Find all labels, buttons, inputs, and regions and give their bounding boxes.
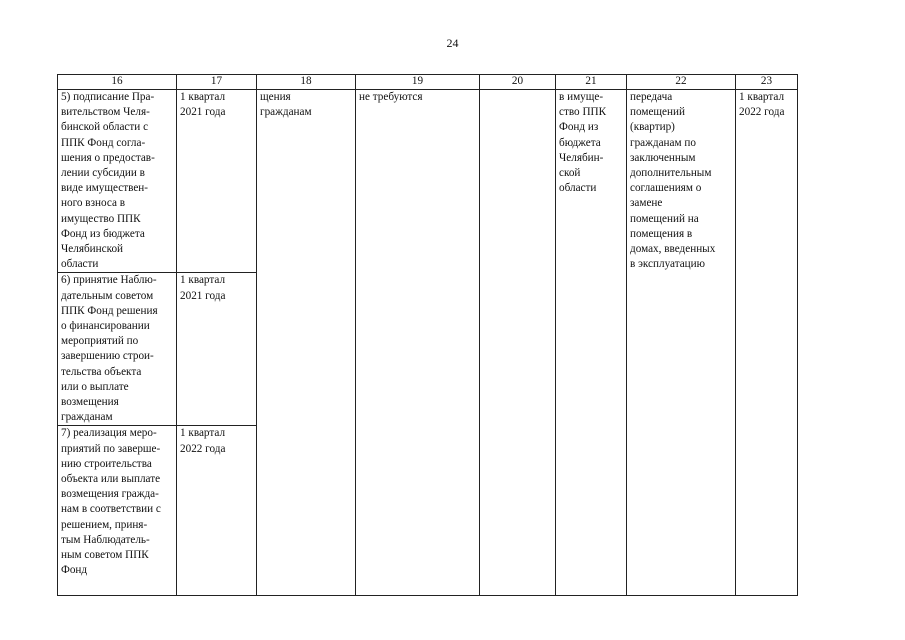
- column-number-row: [58, 75, 798, 90]
- col20-text: [480, 90, 556, 596]
- document-table: [57, 74, 798, 596]
- step-deadline: 1 квартал 2021 года: [177, 90, 257, 273]
- col-header-22: 22: [627, 75, 736, 90]
- col-header-16: 16: [58, 75, 177, 90]
- step-description: 6) принятие Наблю- дательным советом ППК Фонд решения о финансировании мероприятий по завершению строи- тельства объекта или о выплате возмещения гражданам: [58, 273, 177, 426]
- col23-text: 1 квартал 2022 года: [736, 90, 798, 596]
- table-row: [58, 90, 798, 273]
- step-deadline: 1 квартал 2021 года: [177, 273, 257, 426]
- col-header-21: 21: [556, 75, 627, 90]
- step-description: 7) реализация меро- приятий по заверше- нию строительства объекта или выплате возмещения гражда- нам в соответствии с решением, приня- тым Наблюдатель- ным советом ППК Фонд: [58, 426, 177, 596]
- step-deadline: 1 квартал 2022 года: [177, 426, 257, 596]
- col18-text: щения гражданам: [257, 90, 356, 596]
- col-header-17: 17: [177, 75, 257, 90]
- col-header-20: 20: [480, 75, 556, 90]
- step-description: 5) подписание Пра- вительством Челя- бинской области с ППК Фонд согла- шения о предостав- лении субсидии в виде имуществен- ного взноса в имущество ППК Фонд из бюджета Челябинской области: [58, 90, 177, 273]
- col21-text: в имуще- ство ППК Фонд из бюджета Челябин- ской области: [556, 90, 627, 596]
- col22-text: передача помещений (квартир) гражданам по заключенным дополнительным соглашениям о замене помещений на помещения в домах, введенных в эксплуатацию: [627, 90, 736, 596]
- col-header-23: 23: [736, 75, 798, 90]
- col-header-18: 18: [257, 75, 356, 90]
- col19-text: не требуются: [356, 90, 480, 596]
- col-header-19: 19: [356, 75, 480, 90]
- page-number: 24: [446, 36, 459, 50]
